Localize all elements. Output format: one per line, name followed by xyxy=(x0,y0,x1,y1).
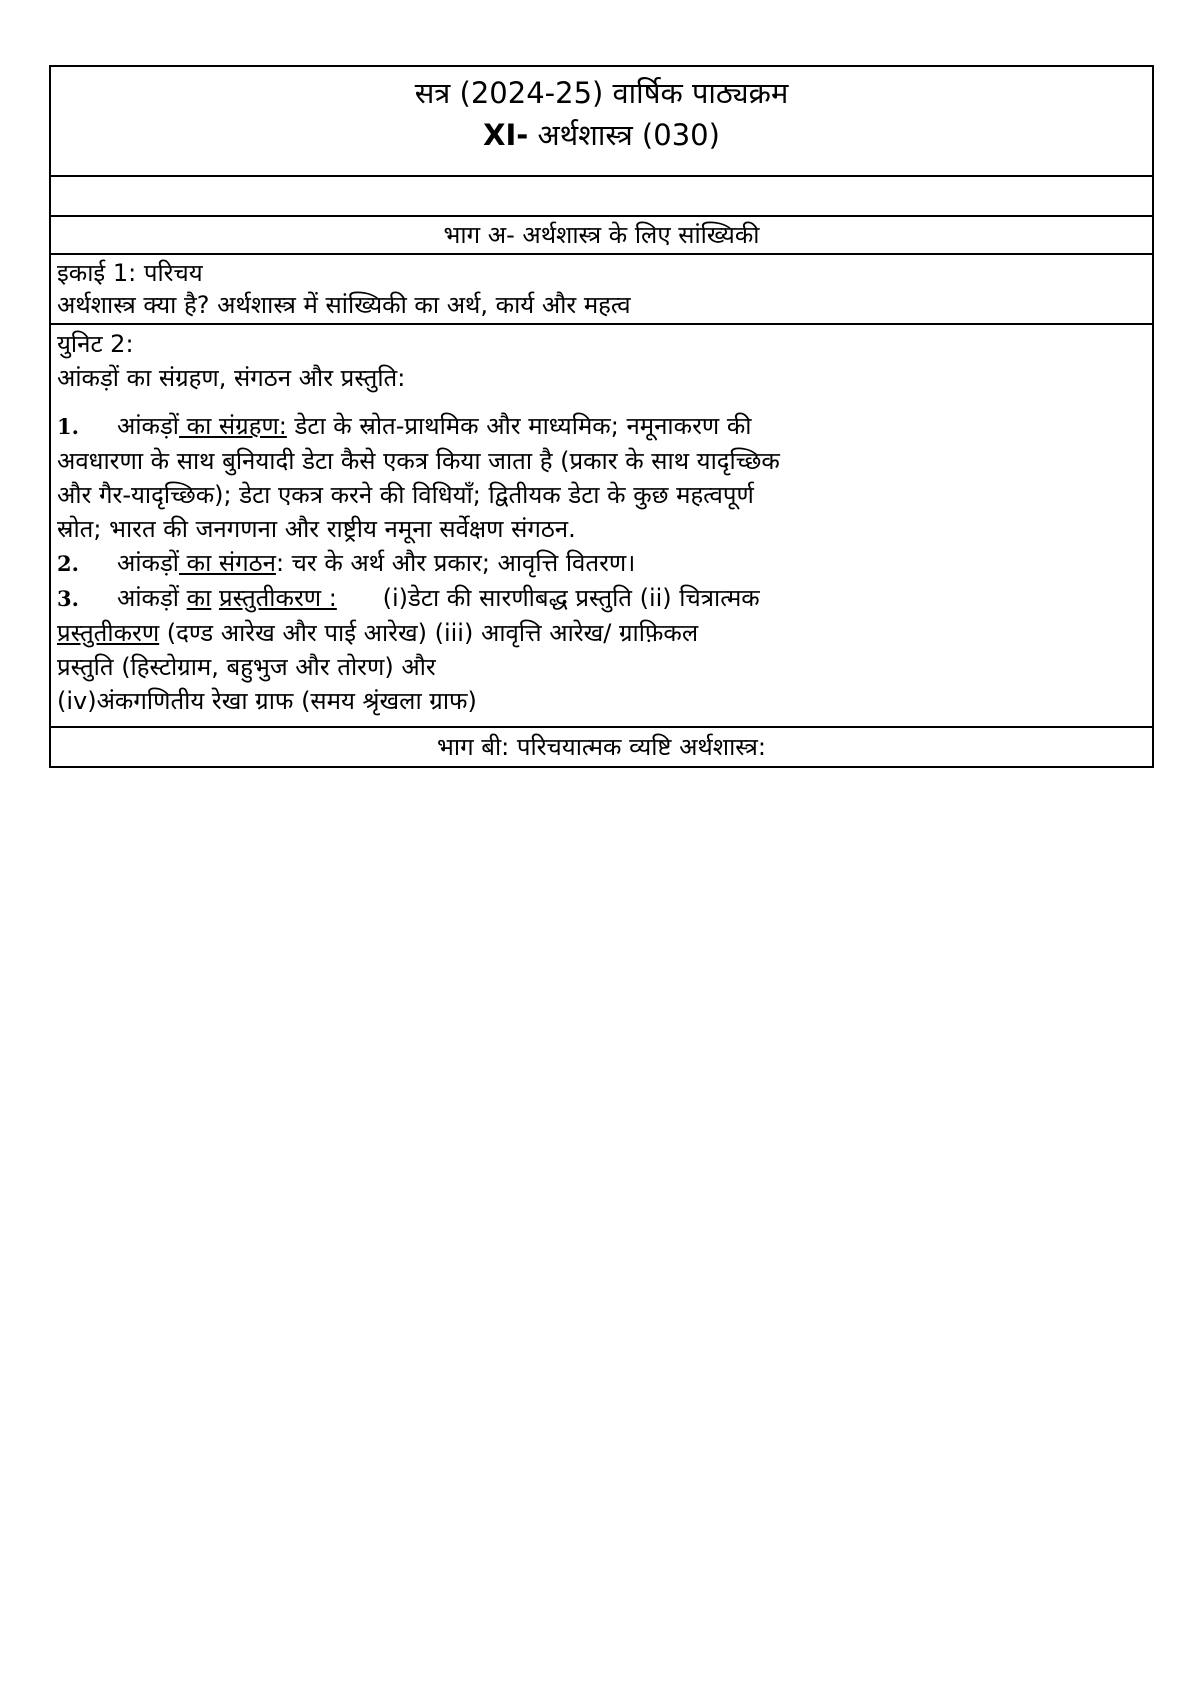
item1-title: का संग्रहण: xyxy=(179,412,287,440)
item2-title: का संगठन xyxy=(179,549,276,577)
item3 xyxy=(57,581,1146,616)
item1-line2: अवधारणा के साथ बुनियादी डेटा कैसे एकत्र किया जाता है (प्रकार के साथ यादृच्छिक xyxy=(57,447,780,475)
syllabus-table xyxy=(49,65,1154,768)
item2-lead: आंकड़ों xyxy=(117,549,180,577)
item3-line2 xyxy=(57,616,1146,650)
item3-line2-title: प्रस्तुतीकरण xyxy=(57,619,160,647)
item1-line4: स्रोत; भारत की जनगणना और राष्ट्रीय नमूना सर्वेक्षण संगठन. xyxy=(57,515,576,543)
syllabus-sheet xyxy=(49,65,1154,768)
unit2-row xyxy=(50,324,1153,727)
unit1-text: अर्थशास्त्र क्या है? अर्थशास्त्र में सांख्यिकी का अर्थ, कार्य और महत्व xyxy=(57,291,631,319)
item2 xyxy=(57,546,1146,581)
unit2-heading: युनिट 2: xyxy=(57,330,134,358)
part-b-title: भाग बी: परिचयात्मक व्यष्टि अर्थशास्त्र: xyxy=(50,727,1153,767)
session-title: सत्र (2024-25) वार्षिक पाठ्यक्रम xyxy=(414,76,789,110)
item2-number: 2. xyxy=(57,551,79,576)
title-cell xyxy=(50,66,1153,176)
item3-line4: (iv)अंकगणितीय रेखा ग्राफ (समय श्रृंखला ग्राफ) xyxy=(57,687,477,715)
title-row xyxy=(50,66,1153,176)
unit1-row xyxy=(50,254,1153,324)
class-code: XI- xyxy=(483,118,529,152)
item3-line3: प्रस्तुति (हिस्टोग्राम, बहुभुज और तोरण) और xyxy=(57,653,436,681)
subject-title xyxy=(57,113,1146,157)
item3-lead: आंकड़ों xyxy=(117,584,187,612)
part-a-title: भाग अ- अर्थशास्त्र के लिए सांख्यिकी xyxy=(50,216,1153,254)
item3-title-a: का xyxy=(186,584,212,612)
unit2-cell xyxy=(50,324,1153,727)
item1-line3: और गैर-यादृच्छिक); डेटा एकत्र करने की विधियाँ; द्वितीयक डेटा के कुछ महत्वपूर्ण xyxy=(57,481,754,509)
unit1-heading: इकाई 1: परिचय xyxy=(57,259,203,287)
part-b-row xyxy=(50,727,1153,767)
item3-title-b: प्रस्तुतीकरण : xyxy=(218,584,337,612)
item1 xyxy=(57,409,1146,444)
item3-line2-rest: (दण्ड आरेख और पाई आरेख) (iii) आवृत्ति आरेख/ ग्राफ़िकल xyxy=(159,619,699,647)
item3-space xyxy=(211,584,219,612)
item1-line1: डेटा के स्रोत-प्राथमिक और माध्यमिक; नमूनाकरण की xyxy=(286,412,752,440)
subject-name: अर्थशास्त्र (030) xyxy=(528,118,720,152)
unit2-subheading: आंकड़ों का संग्रहण, संगठन और प्रस्तुति: xyxy=(57,364,406,392)
item1-lead: आंकड़ों xyxy=(117,412,180,440)
item3-line1: (i)डेटा की सारणीबद्ध प्रस्तुति (ii) चित्रात्मक xyxy=(336,584,760,612)
blank-cell xyxy=(50,176,1153,216)
item3-number: 3. xyxy=(57,586,79,611)
item2-rest: : चर के अर्थ और प्रकार; आवृत्ति वितरण। xyxy=(275,549,636,577)
unit1-cell xyxy=(50,254,1153,324)
blank-row xyxy=(50,176,1153,216)
item1-number: 1. xyxy=(57,414,79,439)
part-a-row xyxy=(50,216,1153,254)
spacer xyxy=(57,395,1146,409)
